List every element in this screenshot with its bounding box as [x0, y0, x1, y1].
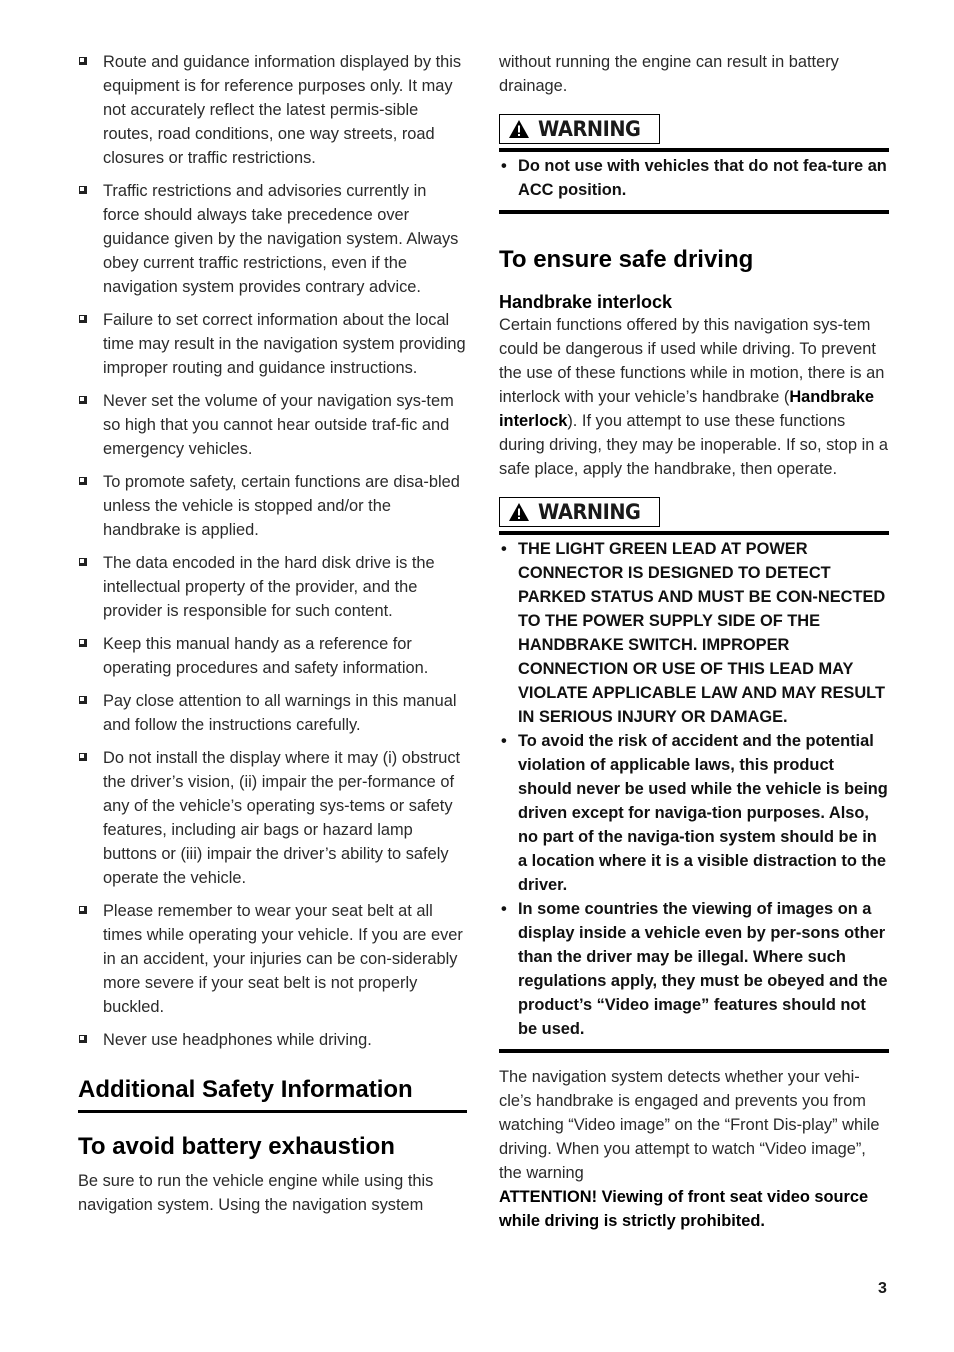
checklist-item: Please remember to wear your seat belt at all times while operating your vehicle. If you are ever in an accident, your injuries can be con-siderably more severe if your seat belt is not properly buckled.: [78, 899, 467, 1019]
warning-label: WARNING: [538, 500, 641, 524]
checklist-item: Failure to set correct information about the local time may result in the navigation system providing improper routing and guidance instructions.: [78, 308, 467, 380]
warning-item: • THE LIGHT GREEN LEAD AT POWER CONNECTOR IS DESIGNED TO DETECT PARKED STATUS AND MUST BE CON-NECTED TO THE POWER SUPPLY SIDE OF THE HANDBRAKE SWITCH. IMPROPER CONNECTION OR USE OF THIS LEAD MAY VIOLATE APPLICABLE LAW AND MAY RESULT IN SERIOUS INJURY OR DAMAGE.: [499, 537, 889, 729]
attention-text: ATTENTION! Viewing of front seat video source while driving is strictly prohibited.: [499, 1188, 869, 1230]
battery-text-continued: without running the engine can result in battery drainage.: [499, 53, 839, 95]
checklist-item: Traffic restrictions and advisories currently in force should always take precedence over guidance given by the navigation system. Always obey current traffic restrictions, even if the navigation system provides contrary advice.: [78, 179, 467, 299]
warning-label: WARNING: [538, 117, 641, 141]
battery-text: Be sure to run the vehicle engine while using this navigation system. Using the navigation system: [78, 1172, 434, 1214]
warning-label-box: [499, 497, 660, 527]
warning-block-1: [499, 114, 889, 214]
warning-label-box: [499, 114, 660, 144]
warning-item: • To avoid the risk of accident and the potential violation of applicable laws, this product should never be used while the vehicle is being driven except for naviga-tion purposes. Also, no part of the naviga-tion system should be in a location where it is a visible distraction to the driver.: [499, 729, 889, 897]
bullet-icon: •: [501, 157, 507, 175]
additional-heading-block: [78, 1076, 467, 1113]
warning-rule-bottom: [499, 210, 889, 214]
warning-block-2: [499, 497, 889, 1053]
checkbox-icon: [79, 477, 87, 485]
checkbox-icon: [79, 1035, 87, 1043]
bullet-icon: •: [501, 900, 507, 918]
page-number: 3: [878, 1280, 887, 1297]
checkbox-icon: [79, 696, 87, 704]
bullet-icon: •: [501, 732, 507, 750]
checklist-item: Never set the volume of your navigation sys-tem so high that you cannot hear outside traf-fic and emergency vehicles.: [78, 389, 467, 461]
safe-driving-heading: To ensure safe driving: [499, 246, 754, 273]
warning-item: • Do not use with vehicles that do not fea-ture an ACC position.: [499, 154, 889, 202]
warning-triangle-icon: [508, 502, 530, 522]
checklist-item: Pay close attention to all warnings in this manual and follow the instructions carefully.: [78, 689, 467, 737]
battery-heading: To avoid battery exhaustion: [78, 1133, 395, 1160]
checkbox-icon: [79, 396, 87, 404]
checklist-item: Never use headphones while driving.: [78, 1028, 467, 1052]
checklist-item: Route and guidance information displayed by this equipment is for reference purposes only. It may not accurately reflect the latest permis-sible routes, road conditions, one way streets, road closures or traffic restrictions.: [78, 50, 467, 170]
handbrake-text: Certain functions offered by this navigation sys-tem could be dangerous if used while driving. To prevent the use of these functions while in motion, there is an interlock with your vehicle’s handbrake (Handbrake interlock). If you attempt to use these functions during driving, they may be inoperable. If so, stop in a safe place, apply the handbrake, then operate.: [499, 316, 889, 478]
checkbox-icon: [79, 639, 87, 647]
checklist-item: Do not install the display where it may (i) obstruct the driver’s vision, (ii) impair the per-formance of any of the vehicle’s operating sys-tems or safety features, including air bags or hazard lamp buttons or (iii) impair the driver’s ability to safely operate the vehicle.: [78, 746, 467, 890]
warning-list-2: [499, 535, 889, 1049]
checkbox-icon: [79, 906, 87, 914]
checkbox-icon: [79, 753, 87, 761]
left-column: [78, 50, 467, 1217]
checkbox-icon: [79, 558, 87, 566]
right-column: [499, 50, 889, 1233]
warning-rule-bottom: [499, 1049, 889, 1053]
checkbox-icon: [79, 57, 87, 65]
additional-safety-heading: Additional Safety Information: [78, 1076, 413, 1103]
checklist-item: To promote safety, certain functions are disa-bled unless the vehicle is stopped and/or the handbrake is applied.: [78, 470, 467, 542]
checklist-item: The data encoded in the hard disk drive is the intellectual property of the provider, and the provider is responsible for such content.: [78, 551, 467, 623]
detect-text: The navigation system detects whether your vehi-cle’s handbrake is engaged and prevents you from watching “Video image” on the “Front Dis-play” while driving. When you attempt to watch “Video image”, the warning: [499, 1068, 880, 1182]
warning-item: • In some countries the viewing of images on a display inside a vehicle even by per-sons other than the driver may be illegal. Where such regulations apply, they must be obeyed and the product’s “Video image” features should not be used.: [499, 897, 889, 1041]
bullet-icon: •: [501, 540, 507, 558]
safety-checklist: [78, 50, 467, 1052]
warning-triangle-icon: [508, 119, 530, 139]
checkbox-icon: [79, 186, 87, 194]
handbrake-heading: Handbrake interlock: [499, 292, 673, 312]
checklist-item: Keep this manual handy as a reference for operating procedures and safety information.: [78, 632, 467, 680]
checkbox-icon: [79, 315, 87, 323]
warning-list-1: [499, 152, 889, 210]
